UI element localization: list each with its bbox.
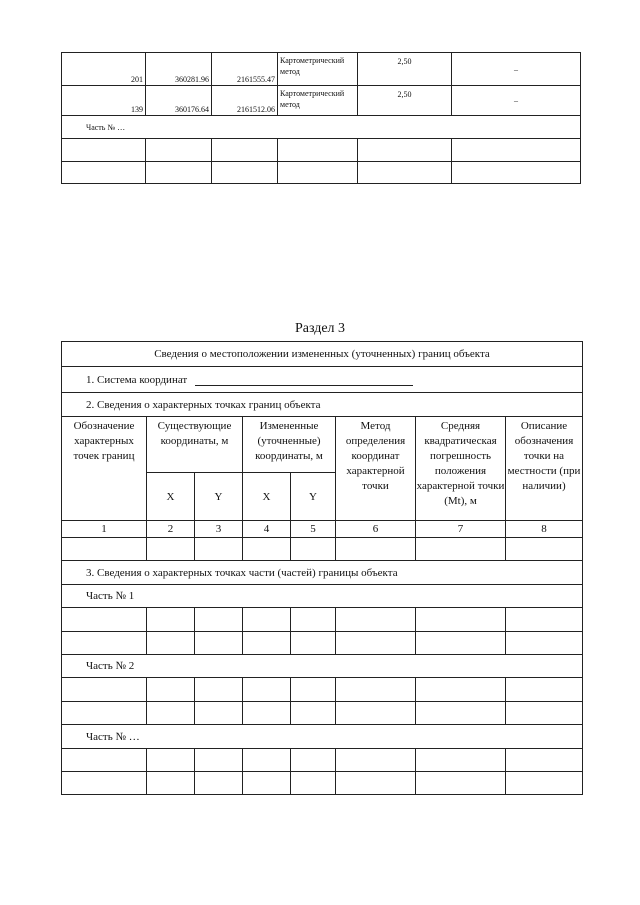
table-row — [62, 53, 581, 86]
part-label: Часть № … — [62, 725, 583, 749]
empty-row — [62, 139, 581, 162]
section-table — [61, 341, 583, 795]
table-title: Сведения о местоположении измененных (уточненных) границ объекта — [62, 342, 583, 367]
coord-system-blank-line — [195, 373, 413, 386]
method-cell: Картометрический метод — [278, 86, 358, 116]
part-row — [62, 116, 581, 139]
header-x: X — [243, 473, 291, 521]
header-y: Y — [291, 473, 336, 521]
points-heading-row — [62, 393, 583, 417]
part-label: Часть № … — [62, 116, 581, 139]
empty-row — [62, 702, 583, 725]
part-label: Часть № 2 — [62, 655, 583, 678]
continuation-table — [61, 52, 581, 184]
empty-row — [62, 162, 581, 184]
coord-y: 2161555.47 — [212, 53, 278, 86]
header-x: X — [147, 473, 195, 521]
header-y: Y — [195, 473, 243, 521]
table-row — [62, 86, 581, 116]
column-number: 6 — [336, 521, 416, 538]
empty-row — [62, 608, 583, 632]
column-number: 7 — [416, 521, 506, 538]
table-title-row — [62, 342, 583, 367]
accuracy-cell: 2,50 — [358, 53, 452, 86]
part-row — [62, 655, 583, 678]
coord-x: 360176.64 — [146, 86, 212, 116]
header-description: Описание обозначения точки на местности (при наличии) — [506, 417, 583, 521]
accuracy-cell: 2,50 — [358, 86, 452, 116]
points-heading: 2. Сведения о характерных точках границ объекта — [62, 393, 583, 417]
header-accuracy: Средняя квадратическая погрешность положения характерной точки (Mt), м — [416, 417, 506, 521]
empty-row — [62, 632, 583, 655]
coord-system — [62, 367, 583, 393]
column-number: 8 — [506, 521, 583, 538]
description-cell: – — [452, 86, 581, 116]
part-row — [62, 585, 583, 608]
header-row — [62, 417, 583, 473]
part-label: Часть № 1 — [62, 585, 583, 608]
coord-y: 2161512.06 — [212, 86, 278, 116]
column-number: 4 — [243, 521, 291, 538]
header-changed: Измененные (уточненные) координаты, м — [243, 417, 336, 473]
parts-heading-row — [62, 561, 583, 585]
empty-row — [62, 678, 583, 702]
point-number: 201 — [62, 53, 146, 86]
column-number: 2 — [147, 521, 195, 538]
header-designation: Обозначение характерных точек границ — [62, 417, 147, 521]
section-title: Раздел 3 — [294, 321, 346, 336]
header-existing: Существующие координаты, м — [147, 417, 243, 473]
header-method: Метод определения координат характерной точки — [336, 417, 416, 521]
point-number: 139 — [62, 86, 146, 116]
parts-heading: 3. Сведения о характерных точках части (частей) границы объекта — [62, 561, 583, 585]
column-numbers-row — [62, 521, 583, 538]
column-number: 5 — [291, 521, 336, 538]
empty-row — [62, 772, 583, 795]
column-number: 1 — [62, 521, 147, 538]
empty-row — [62, 538, 583, 561]
coord-system-row — [62, 367, 583, 393]
method-cell: Картометрический метод — [278, 53, 358, 86]
column-number: 3 — [195, 521, 243, 538]
empty-row — [62, 749, 583, 772]
coord-system-label: 1. Система координат — [86, 374, 188, 386]
description-cell: – — [452, 53, 581, 86]
part-row — [62, 725, 583, 749]
coord-x: 360281.96 — [146, 53, 212, 86]
